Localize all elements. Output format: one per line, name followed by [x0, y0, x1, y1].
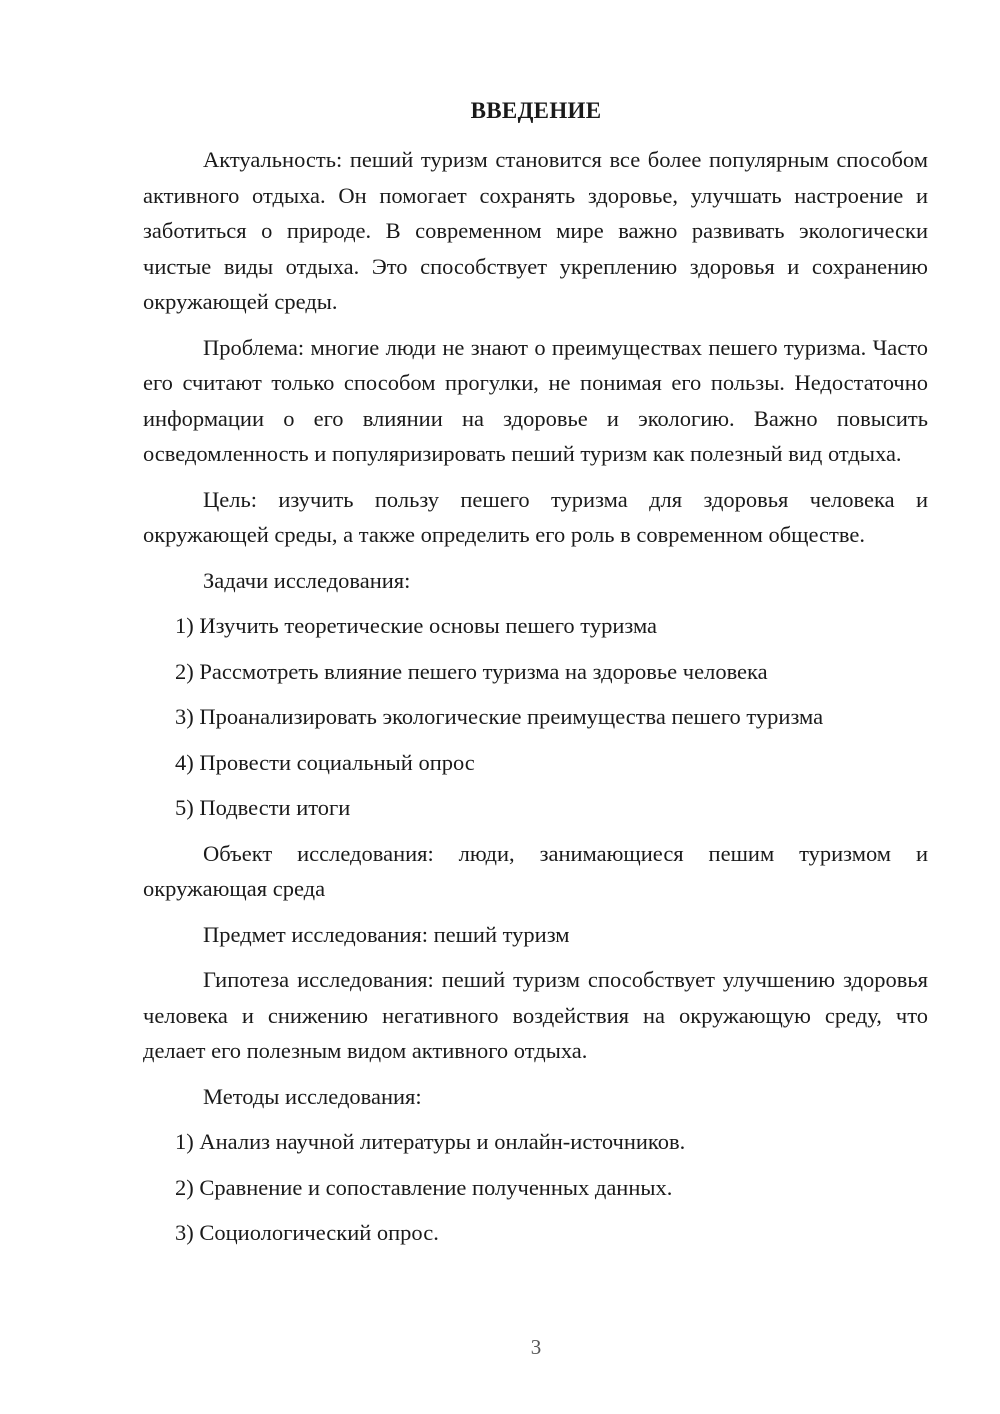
goal-paragraph: Цель: изучить пользу пешего туризма для здоровья человека и окружающей среды, а также определить его роль в современном обществе.: [143, 486, 928, 547]
methods-heading: Методы исследования:: [203, 1083, 422, 1109]
subject-paragraph: Предмет исследования: пеший туризм: [203, 921, 570, 947]
task-item: 1) Изучить теоретические основы пешего туризма: [175, 613, 658, 638]
task-item: 3) Проанализировать экологические преимущества пешего туризма: [175, 704, 824, 729]
task-item: 5) Подвести итоги: [175, 795, 351, 820]
page-number: 3: [530, 1335, 542, 1359]
relevance-paragraph: Актуальность: пеший туризм становится все более популярным способом активного отдыха. Он помогает сохранять здоровье, улучшать настроение и заботиться о природе. В современном мире важно развивать экологически чистые виды отдыха. Это способствует укреплению здоровья и сохранению окружающей среды.: [143, 147, 928, 314]
section-title: ВВЕДЕНИЕ: [470, 98, 602, 123]
method-item: 2) Сравнение и сопоставление полученных данных.: [175, 1174, 673, 1200]
method-item: 3) Социологический опрос.: [175, 1220, 439, 1245]
method-item: 1) Анализ научной литературы и онлайн-источников.: [175, 1129, 686, 1154]
task-item: 4) Провести социальный опрос: [175, 749, 475, 775]
task-item: 2) Рассмотреть влияние пешего туризма на здоровье человека: [175, 658, 768, 684]
tasks-heading: Задачи исследования:: [203, 567, 411, 593]
document-body: [143, 142, 928, 1261]
hypothesis-paragraph: Гипотеза исследования: пеший туризм способствует улучшению здоровья человека и снижению негативного воздействия на окружающую среду, что делает его полезным видом активного отдыха.: [143, 967, 928, 1063]
object-paragraph: Объект исследования: люди, занимающиеся пешим туризмом и окружающая среда: [143, 840, 928, 901]
problem-paragraph: Проблема: многие люди не знают о преимуществах пешего туризма. Часто его считают только способом прогулки, не понимая его пользы. Недостаточно информации о его влиянии на здоровье и экологию. Важно повысить осведомленность и популяризировать пеший туризм как полезный вид отдыха.: [143, 334, 928, 466]
